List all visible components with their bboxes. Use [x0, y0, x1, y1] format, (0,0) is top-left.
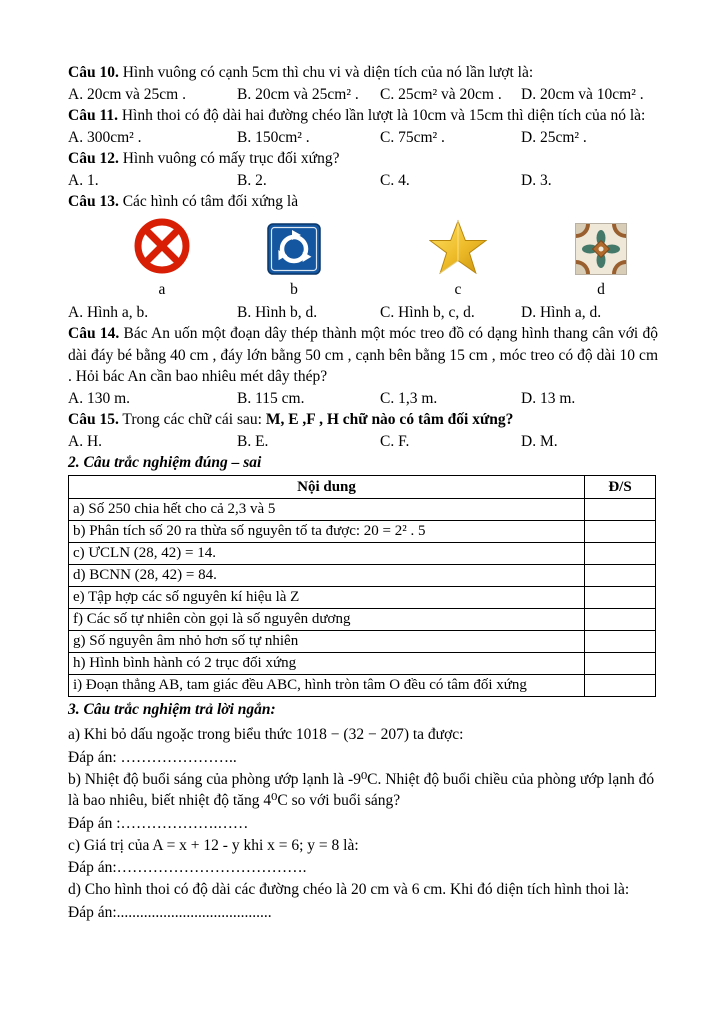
option-b: B. 115 cm. [237, 389, 305, 407]
table-row [69, 542, 656, 564]
table-cell-answer [585, 652, 656, 674]
true-false-table [68, 475, 656, 697]
star-icon [429, 219, 487, 280]
question-12-options [68, 170, 658, 192]
question-10-label: Câu 10. [68, 64, 119, 81]
question-15-label: Câu 15. [68, 411, 119, 428]
option-b: B. Hình b, d. [237, 303, 318, 321]
question-15-options [68, 431, 658, 453]
table-cell-answer [585, 608, 656, 630]
option-c: C. 75cm² . [380, 128, 445, 146]
question-13-text: Câu 13. Các hình có tâm đối xứng là [68, 193, 299, 210]
table-header-ds: Đ/S [585, 475, 656, 498]
table-cell-statement: h) Hình bình hành có 2 trục đối xứng [69, 652, 585, 674]
option-d: D. 20cm và 10cm² . [521, 85, 644, 103]
question-11-text: Câu 11. Hình thoi có độ dài hai đường chéo lần lượt là 10cm và 15cm thì diện tích của nó là: [68, 107, 646, 124]
option-b: B. 2. [237, 171, 267, 189]
option-d: D. M. [521, 432, 558, 450]
short-answer-a-blank: Đáp án: ………………….. [68, 748, 237, 766]
question-12-text: Câu 12. Hình vuông có mấy trục đối xứng? [68, 150, 340, 167]
roundabout-sign-icon [267, 223, 321, 280]
table-row [69, 564, 656, 586]
figure-d [575, 223, 627, 300]
question-10-options [68, 84, 658, 106]
table-header-row [69, 475, 656, 498]
table-row [69, 652, 656, 674]
option-a: A. 300cm² . [68, 128, 142, 146]
table-cell-answer [585, 674, 656, 696]
table-row [69, 520, 656, 542]
option-d: D. 13 m. [521, 389, 576, 407]
question-11-label: Câu 11. [68, 107, 118, 124]
option-d: D. 25cm² . [521, 128, 587, 146]
table-row [69, 608, 656, 630]
question-11-options [68, 127, 658, 149]
short-answer-c-text: c) Giá trị của A = x + 12 - y khi x = 6; y = 8 là: [68, 836, 359, 854]
tile-pattern-icon [575, 223, 627, 280]
option-a: A. 1. [68, 171, 99, 189]
option-a: A. 20cm và 25cm . [68, 85, 186, 103]
table-cell-statement: e) Tập hợp các số nguyên kí hiệu là Z [69, 586, 585, 608]
short-answer-a-text: a) Khi bỏ dấu ngoặc trong biểu thức 1018 − (32 − 207) ta được: [68, 726, 464, 743]
question-15-text: Câu 15. Trong các chữ cái sau: M, E ,F , H chữ nào có tâm đối xứng? [68, 411, 514, 428]
option-b: B. 20cm và 25cm² . [237, 85, 359, 103]
option-a: A. 130 m. [68, 389, 130, 407]
figure-c [429, 219, 487, 300]
table-cell-answer [585, 542, 656, 564]
table-row [69, 630, 656, 652]
option-a: A. Hình a, b. [68, 303, 149, 321]
no-entry-sign-icon [133, 217, 191, 280]
table-cell-statement: d) BCNN (28, 42) = 84. [69, 564, 585, 586]
figure-b-label: b [290, 280, 298, 298]
figure-a-label: a [158, 280, 166, 298]
option-a: A. H. [68, 432, 103, 450]
figure-a [133, 217, 191, 300]
question-14-text: Câu 14. Bác An uốn một đoạn dây thép thành một móc treo đồ có dạng hình thang cân với độ dài đáy bé bằng 40 cm , đáy lớn bằng 50 cm , cạnh bên bằng 15 cm , móc treo có độ dài 10 cm . Hỏi bác An cần bao nhiêu mét dây thép? [68, 325, 658, 385]
short-answer-d-blank: Đáp án:........................................ [68, 903, 272, 921]
table-row [69, 498, 656, 520]
question-13-options [68, 302, 658, 324]
question-10-text: Câu 10. Hình vuông có cạnh 5cm thì chu vi và diện tích của nó lần lượt là: [68, 64, 534, 81]
short-answer-b-blank: Đáp án :……………….…… [68, 814, 249, 832]
table-cell-answer [585, 564, 656, 586]
table-header-content: Nội dung [69, 475, 585, 498]
figure-b [267, 223, 321, 300]
table-cell-answer [585, 520, 656, 542]
question-13-figures [68, 217, 658, 300]
table-cell-answer [585, 630, 656, 652]
table-cell-statement: c) ƯCLN (28, 42) = 14. [69, 542, 585, 564]
table-cell-statement: a) Số 250 chia hết cho cả 2,3 và 5 [69, 498, 585, 520]
option-d: D. Hình a, d. [521, 303, 602, 321]
table-cell-statement: f) Các số tự nhiên còn gọi là số nguyên dương [69, 608, 585, 630]
section-2-title: 2. Câu trắc nghiệm đúng – sai [68, 454, 262, 471]
option-c: C. 1,3 m. [380, 389, 438, 407]
option-c: C. Hình b, c, d. [380, 303, 475, 321]
section-3-title: 3. Câu trắc nghiệm trả lời ngắn: [68, 700, 276, 718]
question-14-label: Câu 14. [68, 325, 120, 342]
question-12-label: Câu 12. [68, 150, 119, 167]
question-13-label: Câu 13. [68, 193, 119, 210]
option-b: B. 150cm² . [237, 128, 310, 146]
option-d: D. 3. [521, 171, 552, 189]
short-answer-c-blank: Đáp án:………………………………. [68, 859, 307, 876]
option-c: C. 25cm² và 20cm . [380, 85, 502, 103]
table-cell-statement: g) Số nguyên âm nhỏ hơn số tự nhiên [69, 630, 585, 652]
question-14-options [68, 388, 658, 410]
short-answer-d-text: d) Cho hình thoi có độ dài các đường chéo là 20 cm và 6 cm. Khi đó diện tích hình thoi là: [68, 881, 630, 898]
table-cell-statement: i) Đoạn thẳng AB, tam giác đều ABC, hình tròn tâm O đều có tâm đối xứng [69, 674, 585, 696]
figure-d-label: d [597, 280, 605, 298]
table-row [69, 586, 656, 608]
table-cell-answer [585, 586, 656, 608]
short-answer-b-text: b) Nhiệt độ buổi sáng của phòng ướp lạnh là -9⁰C. Nhiệt độ buổi chiều của phòng ướp lạnh đó là bao nhiêu, biết nhiệt độ tăng 4⁰C so với buổi sáng? [68, 770, 655, 809]
table-cell-answer [585, 498, 656, 520]
table-cell-statement: b) Phân tích số 20 ra thừa số nguyên tố ta được: 20 = 2² . 5 [69, 520, 585, 542]
option-b: B. E. [237, 432, 269, 450]
option-c: C. F. [380, 432, 410, 450]
table-row [69, 674, 656, 696]
figure-c-label: c [454, 280, 462, 298]
option-c: C. 4. [380, 171, 410, 189]
